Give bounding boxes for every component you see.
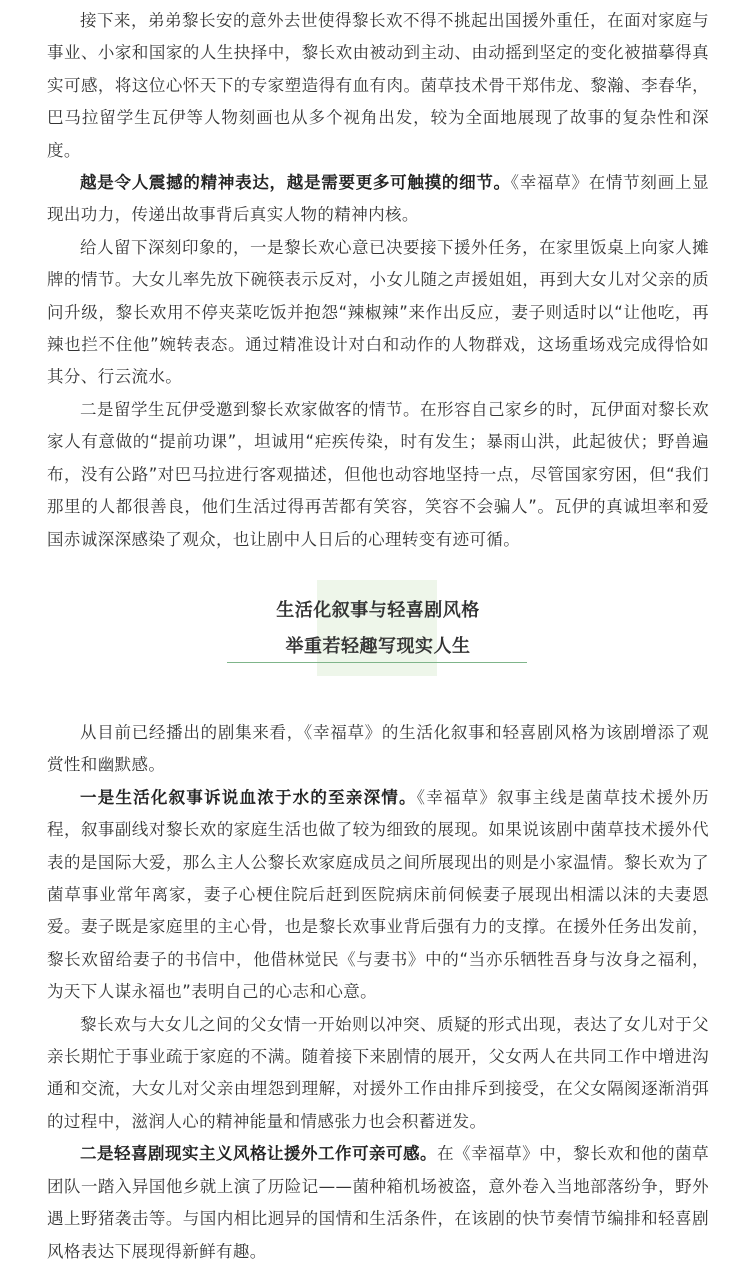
heading-underline (227, 662, 527, 663)
paragraph (47, 5, 709, 167)
section-heading-line-2: 举重若轻趣写现实人生 (285, 636, 471, 657)
paragraph-text: 接下来，弟弟黎长安的意外去世使得黎长欢不得不挑起出国援外重任，在面对家庭与事业、小家和国家的人生抉择中，黎长欢由被动到主动、由动摇到坚定的变化被描摹得真实可感，将这位心怀天下的专家塑造得有血有肉。菌草技术骨干郑伟龙、黎瀚、李春华，巴马拉留学生瓦伊等人物刻画也从多个视角出发，较为全面地展现了故事的复杂性和深度。 (47, 11, 709, 160)
paragraph (47, 232, 709, 394)
article-section-1 (47, 5, 709, 556)
paragraph (47, 717, 709, 782)
paragraph-lead: 二是轻喜剧现实主义风格让援外工作可亲可感。 (80, 1144, 438, 1164)
paragraph-text: 《幸福草》叙事主线是菌草技术援外历程，叙事副线对黎长欢的家庭生活也做了较为细致的展现。如果说该剧中菌草技术援外代表的是国际大爱，那么主人公黎长欢家庭成员之间所展现出的则是小家温情。黎长欢为了菌草事业常年离家，妻子心梗住院后赶到医院病床前伺候妻子展现出相濡以沫的夫妻恩爱。妻子既是家庭里的主心骨，也是黎长欢事业背后强有力的支撑。在援外任务出发前，黎长欢留给妻子的书信中，他借林觉民《与妻书》中的“当亦乐牺牲吾身与汝身之福利，为天下人谋永福也”表明自己的心志和心意。 (47, 787, 709, 1002)
paragraph (47, 394, 709, 556)
paragraph (47, 782, 709, 1009)
paragraph-text: 从目前已经播出的剧集来看，《幸福草》的生活化叙事和轻喜剧风格为该剧增添了观赏性和幽默感。 (47, 723, 709, 775)
section-heading (47, 580, 709, 680)
paragraph-text: 在《幸福草》中，黎长欢和他的菌草团队一踏入异国他乡就上演了历险记——菌种箱机场被盗，意外卷入当地部落纷争，野外遇上野猪袭击等。与国内相比迥异的国情和生活条件，在该剧的快节奏情节编排和轻喜剧风格表达下展现得新鲜有趣。 (47, 1144, 709, 1261)
paragraph (47, 1138, 709, 1268)
paragraph-text: 黎长欢与大女儿之间的父女情一开始则以冲突、质疑的形式出现，表达了女儿对于父亲长期忙于事业疏于家庭的不满。随着接下来剧情的展开，父女两人在共同工作中增进沟通和交流，大女儿对父亲由埋怨到理解，对援外工作由排斥到接受，在父女隔阂逐渐消弭的过程中，滋润人心的精神能量和情感张力也会积蓄迸发。 (47, 1014, 709, 1131)
paragraph-text: 给人留下深刻印象的，一是黎长欢心意已决要接下援外任务，在家里饭桌上向家人摊牌的情节。大女儿率先放下碗筷表示反对，小女儿随之声援姐姐，再到大女儿对父亲的质问升级，黎长欢用不停夹菜吃饭并抱怨“辣椒辣”来作出反应，妻子则适时以“让他吃，再辣也拦不住他”婉转表态。通过精准设计对白和动作的人物群戏，这场重场戏完成得恰如其分、行云流水。 (47, 237, 709, 387)
paragraph (47, 1009, 709, 1139)
section-heading-line-1: 生活化叙事与轻喜剧风格 (276, 600, 480, 621)
paragraph-text: 《幸福草》在情节刻画上显现出功力，传递出故事背后真实人物的精神内核。 (47, 173, 709, 225)
article-section-2 (47, 717, 709, 1268)
paragraph-text: 二是留学生瓦伊受邀到黎长欢家做客的情节。在形容自己家乡的时，瓦伊面对黎长欢家人有意做的“提前功课”，坦诚用“疟疾传染，时有发生；暴雨山洪，此起彼伏；野兽遍布，没有公路”对巴马拉进行客观描述，但他也动容地坚持一点，尽管国家穷困，但“我们那里的人都很善良，他们生活过得再苦都有笑容，笑容不会骗人”。瓦伊的真诚坦率和爱国赤诚深深感染了观众，也让剧中人日后的心理转变有迹可循。 (47, 399, 709, 549)
paragraph-lead: 一是生活化叙事诉说血浓于水的至亲深情。 (80, 787, 417, 807)
paragraph (47, 167, 709, 232)
paragraph-lead: 越是令人震撼的精神表达，越是需要更多可触摸的细节。 (80, 173, 511, 193)
